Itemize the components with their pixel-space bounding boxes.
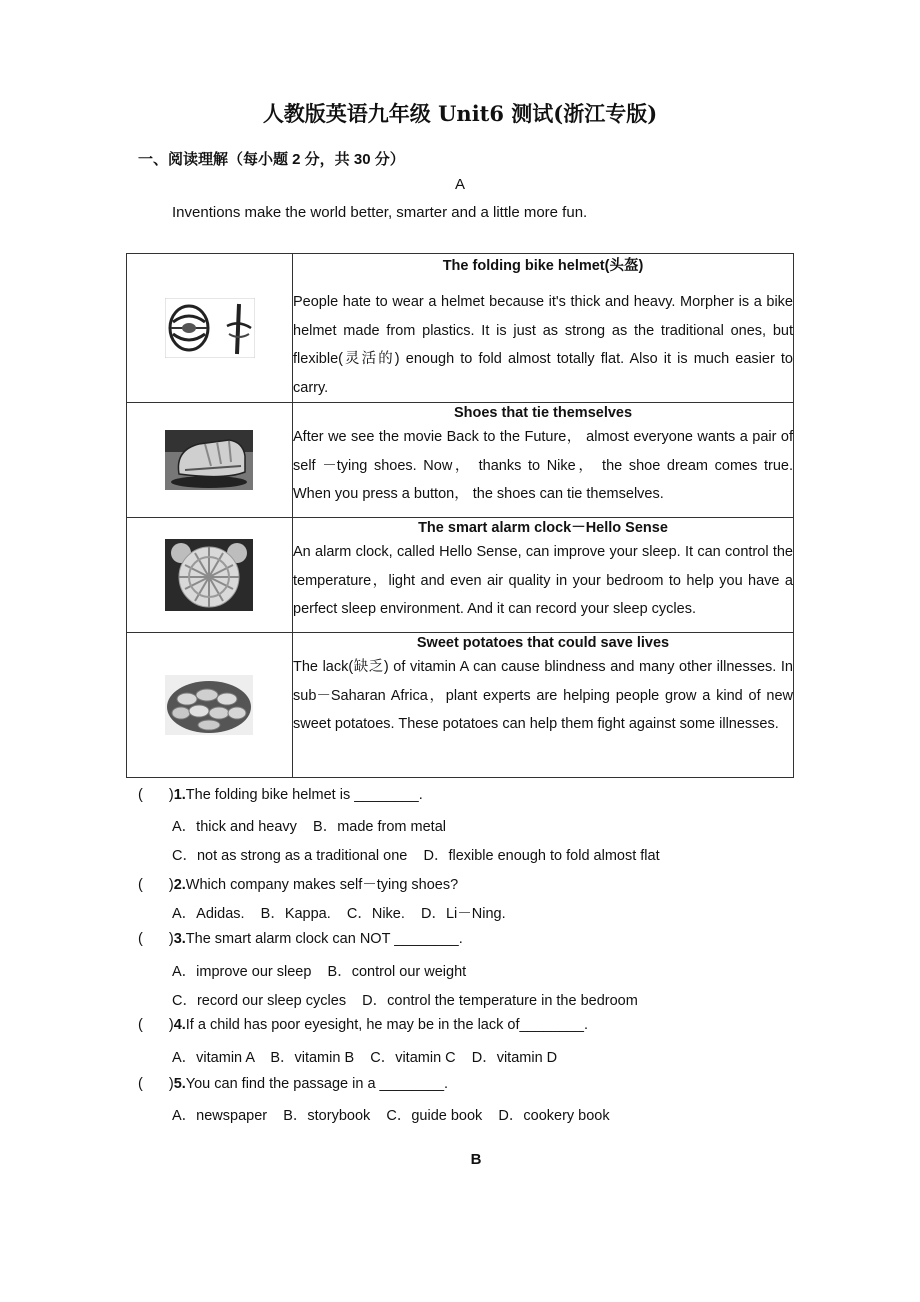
question-1 [138,787,423,803]
answer-paren-open: ( [138,787,143,803]
image-cell [127,403,293,518]
text-cell [293,633,794,778]
text-cell [293,518,794,633]
alarm-clock-image [165,539,253,611]
question-stem: The folding bike helmet is ________. [185,787,423,803]
card-body: An alarm clock, called Hello Sense, can improve your sleep. It can control the temperature，light and even air quality in your bedroom to help you have a perfect sleep environment. And it can record your sleep cycles. [293,544,793,617]
answer-paren-close: ) [168,1017,174,1033]
answer-paren-open: ( [138,877,143,893]
image-cell [127,518,293,633]
card-title: The smart alarm clock－Hello Sense [418,520,668,536]
answer-paren-close: ) [168,787,174,803]
question-option-row: A．newspaper B．storybook C．guide book D．cookery book [172,1108,610,1124]
intro-text: Inventions make the world better, smarter and a little more fun. [172,204,588,221]
answer-paren-close: ) [168,1076,174,1092]
question-option-row: A．vitamin A B．vitamin B C．vitamin C D．vitamin D [172,1050,558,1066]
answer-paren-open: ( [138,931,143,947]
answer-paren-open: ( [138,1017,143,1033]
question-option-row: C．not as strong as a traditional one D．flexible enough to fold almost flat [172,848,660,864]
table-row [127,633,794,778]
page-title: 人教版英语九年级 Unit6 测试(浙江专版) [262,101,658,126]
question-option-row: A．improve our sleep B．control our weight [172,964,467,980]
table-row [127,518,794,633]
card-body: The lack(缺乏) of vitamin A can cause blindness and many other illnesses. In sub－Saharan Africa，plant experts are helping people grow a kind of new sweet potatoes. These potatoes can help them fight against some illnesses. [293,659,793,732]
text-cell [293,254,794,403]
question-5 [138,1076,448,1092]
question-number: 5. [173,1076,186,1092]
shoe-image [165,430,253,490]
question-2 [138,873,458,894]
text-cell [293,403,794,518]
inventions-table [126,253,794,778]
part-b-label: B [470,1151,482,1168]
sweet-potatoes-image [165,675,253,735]
card-body: After we see the movie Back to the Future， almost everyone wants a pair of self －tying shoes. Now， thanks to Nike， the shoe dream comes true. When you press a button， the shoes can tie themselves. [293,429,793,502]
card-title: The folding bike helmet(头盔) [442,258,644,274]
section-heading: 一、阅读理解（每小题 2 分，共 30 分） [138,151,405,168]
question-number: 1. [173,787,186,803]
answer-paren-open: ( [138,1076,143,1092]
card-body: People hate to wear a helmet because it's thick and heavy. Morpher is a bike helmet made from plastics. It is just as strong as the traditional ones, but flexible(灵活的) enough to fold almost totally flat. Also it is much easier to carry. [293,294,793,396]
question-3 [138,931,463,947]
table-row [127,254,794,403]
question-number: 3. [173,931,186,947]
question-number: 2. [173,877,186,893]
question-option-row: A．Adidas. B．Kappa. C．Nike. D．Li－Ning. [172,906,506,922]
question-number: 4. [173,1017,186,1033]
card-title: Shoes that tie themselves [453,405,633,421]
part-a-label: A [454,176,465,193]
helmet-image [165,298,255,358]
answer-paren-close: ) [168,931,174,947]
question-stem: If a child has poor eyesight, he may be in the lack of________. [185,1017,589,1033]
question-option-row: C．record our sleep cycles D．control the temperature in the bedroom [172,993,638,1009]
image-cell [127,633,293,778]
question-stem: Which company makes self－tying shoes? [185,877,459,893]
card-title: Sweet potatoes that could save lives [416,635,670,651]
table-row [127,403,794,518]
question-stem: The smart alarm clock can NOT ________. [185,931,463,947]
question-option-row: A．thick and heavy B．made from metal [172,819,446,835]
question-stem: You can find the passage in a ________. [185,1076,449,1092]
image-cell [127,254,293,403]
question-4 [138,1017,588,1033]
answer-paren-close: ) [168,877,174,893]
